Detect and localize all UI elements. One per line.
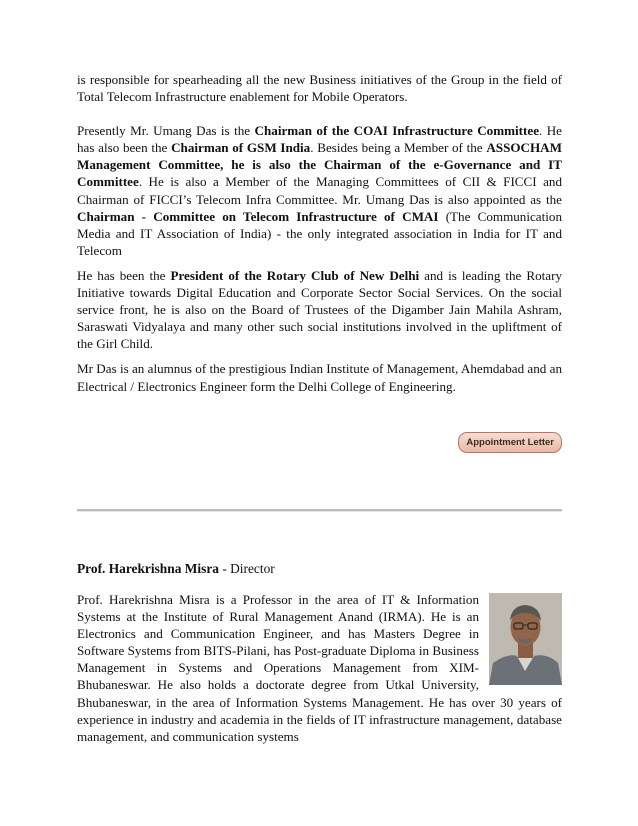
text-run: . Besides being a Member of the	[310, 140, 487, 156]
appointment-letter-button[interactable]: Appointment Letter	[458, 432, 562, 453]
bold-run: Chairman of GSM India	[171, 140, 311, 156]
text-run: . He is also a Member of the Managing Committees of CII & FICCI and Chairman of FICCI’s Telecom Infra Committee. Mr. Umang Das is also appointed as the	[77, 174, 562, 207]
text-run: (The Communication Media and IT Association of India) - the only integrated association in India for IT and Telecom	[77, 208, 562, 258]
person-heading	[77, 560, 562, 577]
text-run: Presently Mr. Umang Das is the	[77, 123, 255, 139]
text-run: and is leading the Rotary Initiative towards Digital Education and Corporate Sector Social Services. On the social service front, he is also on the Board of Trustees of the Digamber Jain Mahila Ashram, Saraswati Vidyalaya and many other such social institutions involved in the upliftment of the Girl Child.	[77, 267, 563, 352]
bold-run: President of the Rotary Club of New Delhi	[170, 267, 420, 283]
bold-run: Chairman of the COAI Infrastructure Committee	[254, 123, 540, 139]
bio-paragraph-3	[77, 267, 562, 352]
bold-run: ASSOCHAM Management Committee, he is also the Chairman of the e-Governance and IT Committee	[77, 140, 562, 190]
section-divider	[77, 509, 562, 512]
portrait-image	[489, 593, 562, 685]
bio-paragraph-4: Mr Das is an alumnus of the prestigious Indian Institute of Management, Ahemdabad and an Electrical / Electronics Engineer form the Delhi College of Engineering.	[77, 361, 562, 394]
bio-paragraph-1: is responsible for spearheading all the new Business initiatives of the Group in the field of Total Telecom Infrastructure enablement for Mobile Operators.	[77, 72, 562, 105]
person-role: - Director	[218, 561, 275, 576]
button-row	[77, 432, 562, 454]
bold-run: Chairman - Committee on Telecom Infrastructure of CMAI	[77, 208, 439, 224]
person-name: Prof. Harekrishna Misra	[77, 561, 219, 576]
bio-paragraph: Prof. Harekrishna Misra is a Professor in the area of IT & Information Systems at the Institute of Rural Management Anand (IRMA). He is an Electronics and Communication Engineer, and has Masters Degree in Software Systems from BITS-Pilani, has Post-graduate Diploma in Business Management in Systems and Operations Management from XIM-Bhubaneswar. He also holds a doctorate degree from Utkal University, Bhubaneswar, in the area of Information Systems Management. He has over 30 years of experience in industry and academia in the fields of IT infrastructure management, database management, and communication systems	[77, 592, 562, 744]
bio-paragraph-2	[77, 122, 562, 259]
bio-harekrishna-misra	[77, 560, 562, 745]
text-run: He has been the	[77, 267, 171, 283]
bio-umang-das	[77, 71, 562, 395]
text-run: . He has also been the	[77, 123, 562, 156]
portrait-photo	[489, 593, 562, 685]
